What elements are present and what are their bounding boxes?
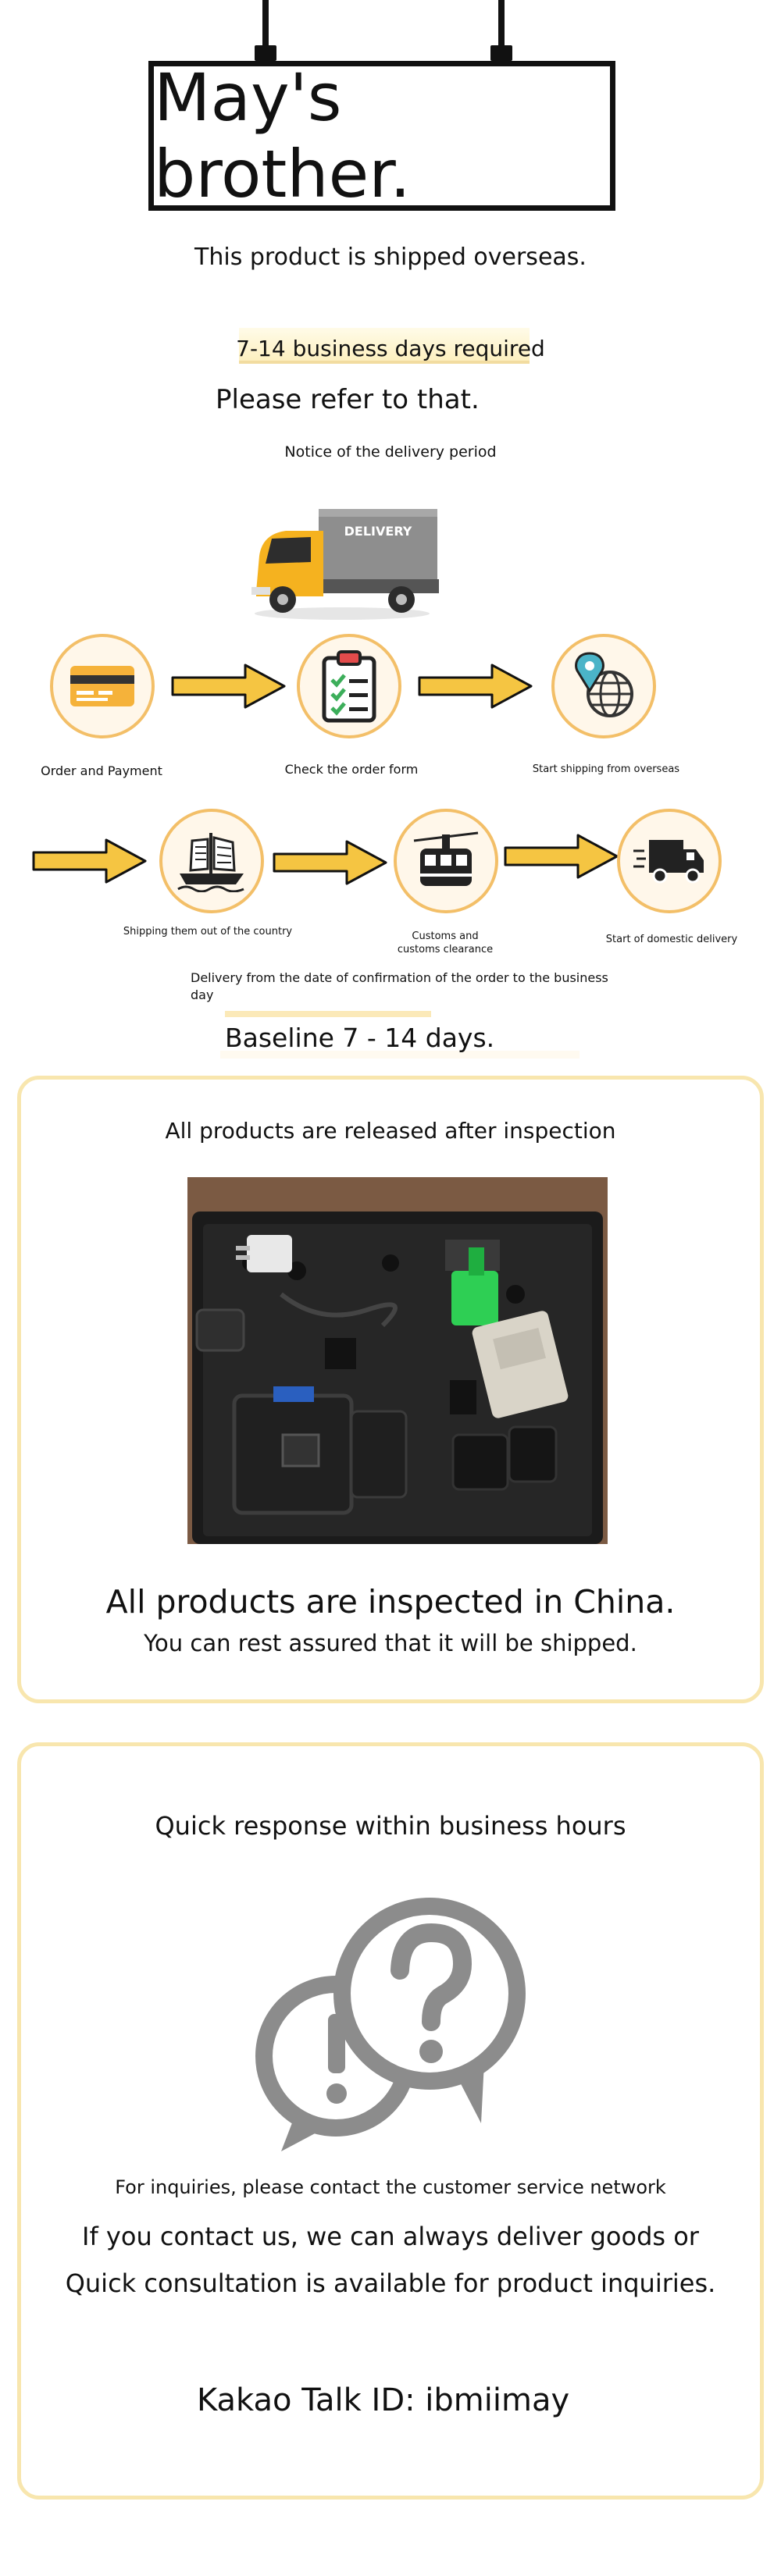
step-label-customs (375, 930, 515, 957)
step-check-order-circle (297, 634, 401, 738)
sign-peg-right (490, 45, 512, 61)
consultation-text: Quick consultation is available for product inquiries. (65, 2268, 716, 2298)
inquiries-text: For inquiries, please contact the customer service network (115, 2176, 666, 2198)
step-label-domestic-delivery: Start of domestic delivery (605, 934, 738, 945)
cable-car-icon (411, 830, 481, 892)
hanging-sign (148, 61, 615, 211)
ship-icon (177, 830, 247, 892)
inspected-in-china-text: All products are inspected in China. (105, 1583, 676, 1621)
shipped-overseas-text: This product is shipped overseas. (194, 244, 587, 271)
delivery-notice-text: Notice of the delivery period (284, 443, 497, 461)
credit-card-icon (67, 661, 137, 711)
kakao-talk-id[interactable]: Kakao Talk ID: ibmiimay (197, 2382, 570, 2418)
step-label-order-payment: Order and Payment (41, 763, 162, 778)
step-domestic-delivery-circle (617, 809, 722, 913)
arrow-icon (503, 832, 620, 881)
step-label-customs-line2: customs clearance (397, 943, 494, 955)
rest-assured-text: You can rest assured that it will be shipped. (144, 1630, 637, 1656)
sign-string-left (262, 0, 269, 52)
released-after-inspection-text: All products are released after inspection (165, 1118, 616, 1144)
step-order-payment-circle (50, 634, 155, 738)
brand-title: May's brother. (154, 59, 411, 212)
arrow-icon (170, 662, 287, 710)
step-label-customs-line1: Customs and (412, 930, 479, 942)
clipboard-check-icon (318, 649, 380, 724)
step-label-ship-out: Shipping them out of the country (123, 926, 293, 938)
arrow-icon (31, 837, 148, 885)
arrow-icon (417, 662, 534, 710)
globe-location-icon (568, 650, 640, 722)
question-exclamation-icon (250, 1877, 531, 2161)
contact-us-text: If you contact us, we can always deliver goods or (82, 2222, 699, 2251)
product-photo (187, 1177, 608, 1544)
delivery-truck-illustration (248, 504, 444, 624)
step-label-start-shipping: Start shipping from overseas (532, 763, 680, 775)
baseline-text: Baseline 7 - 14 days. (225, 1023, 495, 1053)
step-ship-out-circle (159, 809, 264, 913)
arrow-icon (272, 838, 389, 887)
truck-label: DELIVERY (344, 524, 412, 539)
step-customs-circle (394, 809, 498, 913)
step-start-shipping-circle (551, 634, 656, 738)
delivery-from-text: Delivery from the date of confirmation of the order to the business day (191, 970, 608, 1002)
sign-peg-left (255, 45, 276, 61)
step-label-check-order: Check the order form (284, 762, 419, 777)
sign-string-right (498, 0, 505, 52)
delivery-truck-icon (632, 834, 707, 888)
baseline-highlight (225, 1011, 431, 1017)
refer-text: Please refer to that. (216, 384, 480, 415)
business-days-text: 7-14 business days required (236, 336, 545, 361)
quick-response-text: Quick response within business hours (155, 1811, 626, 1841)
